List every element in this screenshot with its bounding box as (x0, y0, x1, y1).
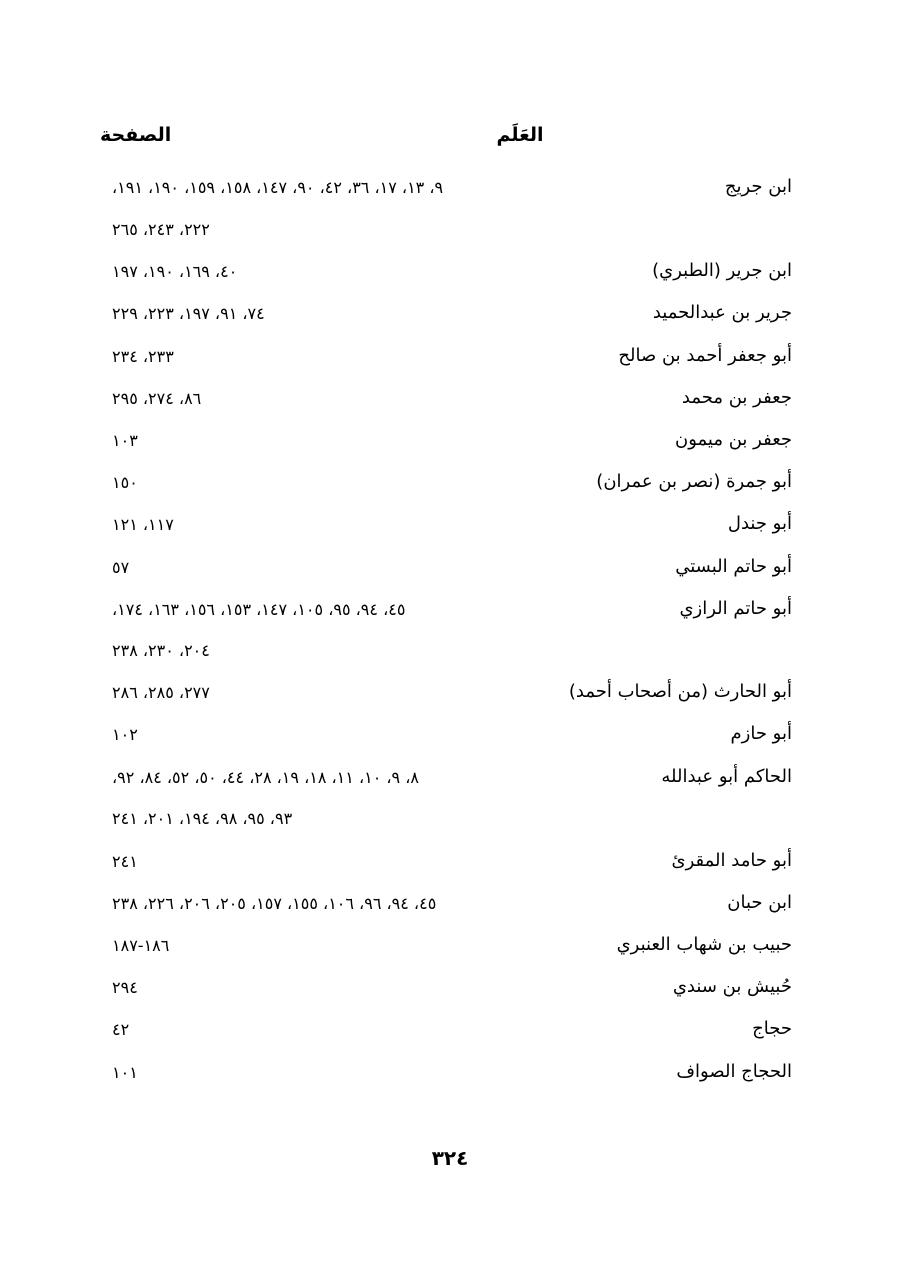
entry-pages: ٤٢ (112, 1020, 130, 1039)
entry-name: ابن جرير (الطبري) (652, 260, 792, 281)
page-number: ٣٢٤ (431, 1146, 469, 1170)
entry-name: حُبيش بن سندي (672, 976, 792, 997)
entry-pages: ٩، ١٣، ١٧، ٣٦، ٤٢، ٩٠، ١٤٧، ١٥٨، ١٥٩، ١٩٠، ١٩١، (112, 178, 444, 197)
name-column-header: العَلَم (496, 124, 544, 146)
entry-pages: ٨، ٩، ١٠، ١١، ١٨، ١٩، ٢٨، ٤٤، ٥٠، ٥٢، ٨٤، ٩٢، (112, 768, 419, 787)
entry-name: أبو الحارث (من أصحاب أحمد) (568, 681, 792, 702)
entry-pages: ٤٥، ٩٤، ٩٥، ١٠٥، ١٤٧، ١٥٣، ١٥٦، ١٦٣، ١٧٤، (112, 600, 406, 619)
entry-name: جعفر بن محمد (681, 387, 792, 408)
entry-name: أبو حامد المقرئ (671, 850, 792, 871)
entry-name: جرير بن عبدالحميد (652, 302, 792, 323)
entry-pages: ٢٩٤ (112, 978, 138, 997)
entry-name: الحاكم أبو عبدالله (661, 766, 792, 787)
entry-pages-continued: ٢٠٤، ٢٣٠، ٢٣٨ (112, 641, 210, 660)
entry-name: أبو جندل (727, 513, 792, 534)
entry-pages: ٥٧ (112, 558, 130, 577)
entry-pages: ١١٧، ١٢١ (112, 515, 174, 534)
entry-name: أبو حازم (730, 723, 792, 744)
pages-column-header: الصفحة (100, 124, 172, 146)
entry-name: أبو جمرة (نصر بن عمران) (596, 471, 792, 492)
entry-name: أبو حاتم الرازي (679, 598, 792, 619)
entry-pages: ١٠٢ (112, 725, 138, 744)
entry-pages: ٤٠، ١٦٩، ١٩٠، ١٩٧ (112, 262, 238, 281)
entry-pages: ١٠١ (112, 1063, 138, 1082)
entry-pages: ٧٤، ٩١، ١٩٧، ٢٢٣، ٢٢٩ (112, 304, 265, 323)
entry-pages: ٢٣٣، ٢٣٤ (112, 347, 174, 366)
entry-pages: ٤٥، ٩٤، ٩٦، ١٠٦، ١٥٥، ١٥٧، ٢٠٥، ٢٠٦، ٢٢٦، ٢٣٨ (112, 894, 437, 913)
entry-name: أبو جعفر أحمد بن صالح (618, 345, 792, 366)
entry-pages-continued: ٢٢٢، ٢٤٣، ٢٦٥ (112, 220, 210, 239)
entry-pages: ٨٦، ٢٧٤، ٢٩٥ (112, 389, 202, 408)
entry-name: حبيب بن شهاب العنبري (616, 934, 792, 955)
entry-name: جعفر بن ميمون (675, 429, 792, 450)
entry-name: الحجاج الصواف (676, 1061, 792, 1082)
entry-name: ابن جريج (724, 176, 792, 197)
entry-pages: ١٥٠ (112, 473, 138, 492)
entry-name: ابن حبان (727, 892, 792, 913)
entry-pages: ٢٤١ (112, 852, 138, 871)
entry-name: أبو حاتم البستي (675, 556, 792, 577)
entry-pages: ٢٧٧، ٢٨٥، ٢٨٦ (112, 683, 210, 702)
entry-name: حجاج (752, 1018, 792, 1039)
entry-pages: ١٨٦-١٨٧ (112, 936, 170, 955)
entry-pages: ١٠٣ (112, 431, 138, 450)
entry-pages-continued: ٩٣، ٩٥، ٩٨، ١٩٤، ٢٠١، ٢٤١ (112, 809, 293, 828)
